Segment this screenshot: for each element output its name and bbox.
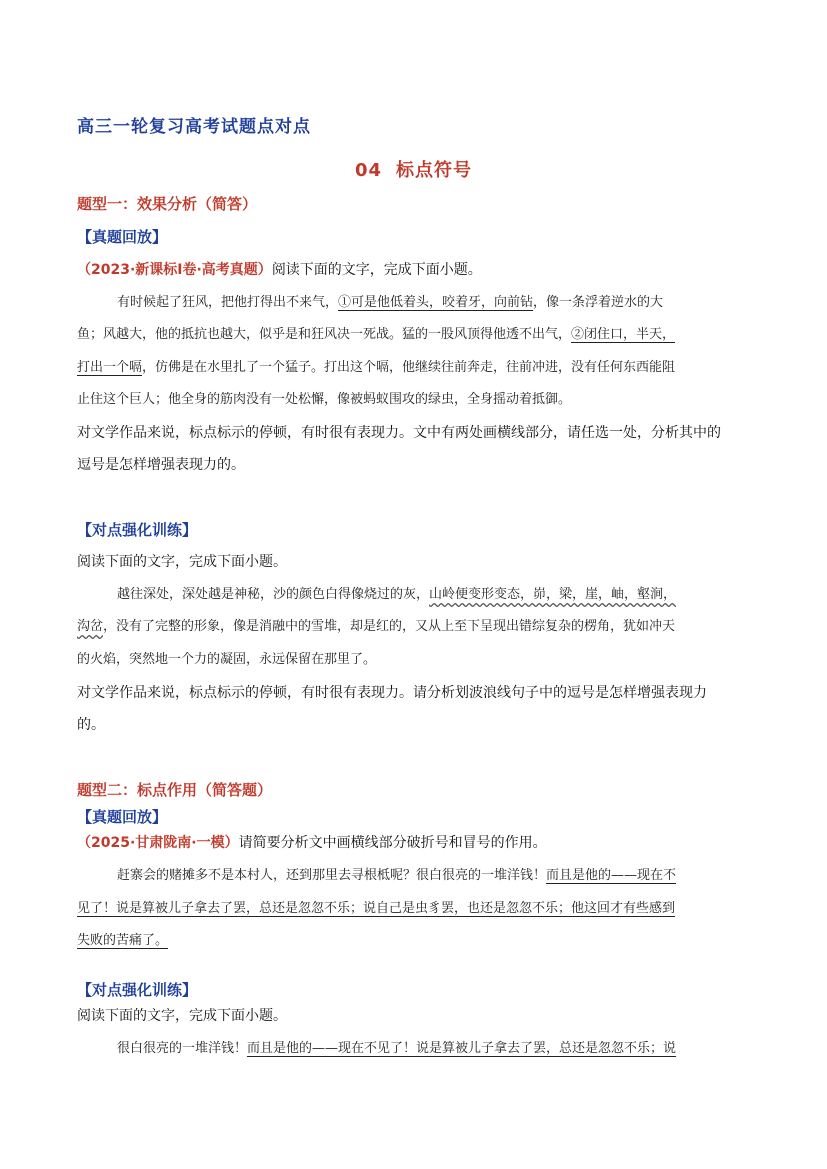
passage1-text: 有时候起了狂风，把他打得出不来气， xyxy=(117,295,339,310)
passage4-line xyxy=(117,1040,676,1058)
chapter-name: 标点符号 xyxy=(396,160,473,181)
section1-train-question-line2: 的。 xyxy=(77,717,105,733)
section1-question-line2: 逗号是怎样增强表现力的。 xyxy=(77,457,245,473)
passage2-text: ，没有了完整的形象，像是消融中的雪堆，却是红的，又从上至下呈现出错综复杂的楞角，犹如冲天 xyxy=(103,619,676,634)
passage1-text: ，仿佛是在水里扎了一个猛子。打出这个嗝，他继续往前奔走，往前冲进，没有任何东西能阻 xyxy=(142,360,676,375)
passage3-underline-line: 见了！说是算被儿子拿去了罢，总还是忽忽不乐；说自己是虫豸罢，也还是忽忽不乐；他这回才有些感到 xyxy=(77,901,676,916)
section2-real-tag: 【真题回放】 xyxy=(77,808,168,826)
section1-train-tag: 【对点强化训练】 xyxy=(77,521,198,539)
passage2-line xyxy=(117,586,676,604)
passage2-line: 的火焰，突然地一个力的凝固，永远保留在那里了。 xyxy=(77,652,377,667)
section1-instruction: 阅读下面的文字，完成下面小题。 xyxy=(271,262,482,278)
section1-train-question-line1: 对文学作品来说，标点标示的停顿，有时很有表现力。请分析划波浪线句子中的逗号是怎样增强表现力 xyxy=(77,685,707,701)
section1-real-tag: 【真题回放】 xyxy=(77,228,168,246)
passage1-text: ，像一条浮着逆水的大 xyxy=(533,295,664,310)
section2-heading: 题型二：标点作用（简答题） xyxy=(77,781,273,799)
passage2-wavy-2: 沟岔 xyxy=(77,619,104,634)
section2-train-tag: 【对点强化训练】 xyxy=(77,981,198,999)
passage3-underline-line: 失败的苦痛了。 xyxy=(77,933,169,948)
passage3-text: 赶寨会的赌摊多不是本村人，还到那里去寻根柢呢？很白很亮的一堆洋钱！ xyxy=(117,868,547,883)
passage1-line xyxy=(77,326,675,344)
passage4-underline: 而且是他的——现在不见了！说是算被儿子拿去了罢，总还是忽忽不乐；说 xyxy=(247,1041,677,1056)
passage2-line xyxy=(77,618,675,636)
chapter-number: 04 xyxy=(354,160,383,181)
section1-source-line xyxy=(77,261,482,279)
section1-train-instruction: 阅读下面的文字，完成下面小题。 xyxy=(77,554,287,570)
passage1-line xyxy=(77,359,675,377)
passage2-wavy-1: 山岭便变形变态，峁，梁，崖，岫，壑涧， xyxy=(429,587,677,602)
passage1-line xyxy=(117,294,663,312)
section2-source: （2025·甘肃陇南·一模） xyxy=(77,835,239,851)
chapter-title xyxy=(0,156,827,182)
section2-source-line xyxy=(77,834,547,852)
section2-instruction: 请简要分析文中画横线部分破折号和冒号的作用。 xyxy=(238,835,547,851)
section1-question-line1: 对文学作品来说，标点标示的停顿，有时很有表现力。文中有两处画横线部分，请任选一处，分析其中的 xyxy=(77,425,721,441)
section2-train-instruction: 阅读下面的文字，完成下面小题。 xyxy=(77,1008,287,1024)
passage1-line: 止住这个巨人；他全身的筋肉没有一处松懈，像被蚂蚁围攻的绿虫，全身摇动着抵御。 xyxy=(77,392,572,407)
section1-source: （2023·新课标Ⅰ卷·高考真题） xyxy=(77,262,272,278)
passage1-underline-2b: 打出一个嗝 xyxy=(77,360,143,375)
passage3-underline: 而且是他的——现在不 xyxy=(546,868,677,883)
passage1-underline-2: ②闭住口，半天， xyxy=(571,327,676,342)
document-title: 高三一轮复习高考试题点对点 xyxy=(77,117,311,137)
section1-heading: 题型一：效果分析（简答） xyxy=(77,195,258,213)
passage3-line xyxy=(117,867,676,885)
passage1-underline-1: ①可是他低着头，咬着牙，向前钻 xyxy=(338,295,534,310)
passage2-text: 越往深处，深处越是神秘，沙的颜色白得像烧过的灰， xyxy=(117,587,430,602)
passage1-text: 鱼；风越大，他的抵抗也越大，似乎是和狂风决一死战。猛的一股风顶得他透不出气， xyxy=(77,327,572,342)
passage4-text: 很白很亮的一堆洋钱！ xyxy=(117,1041,248,1056)
